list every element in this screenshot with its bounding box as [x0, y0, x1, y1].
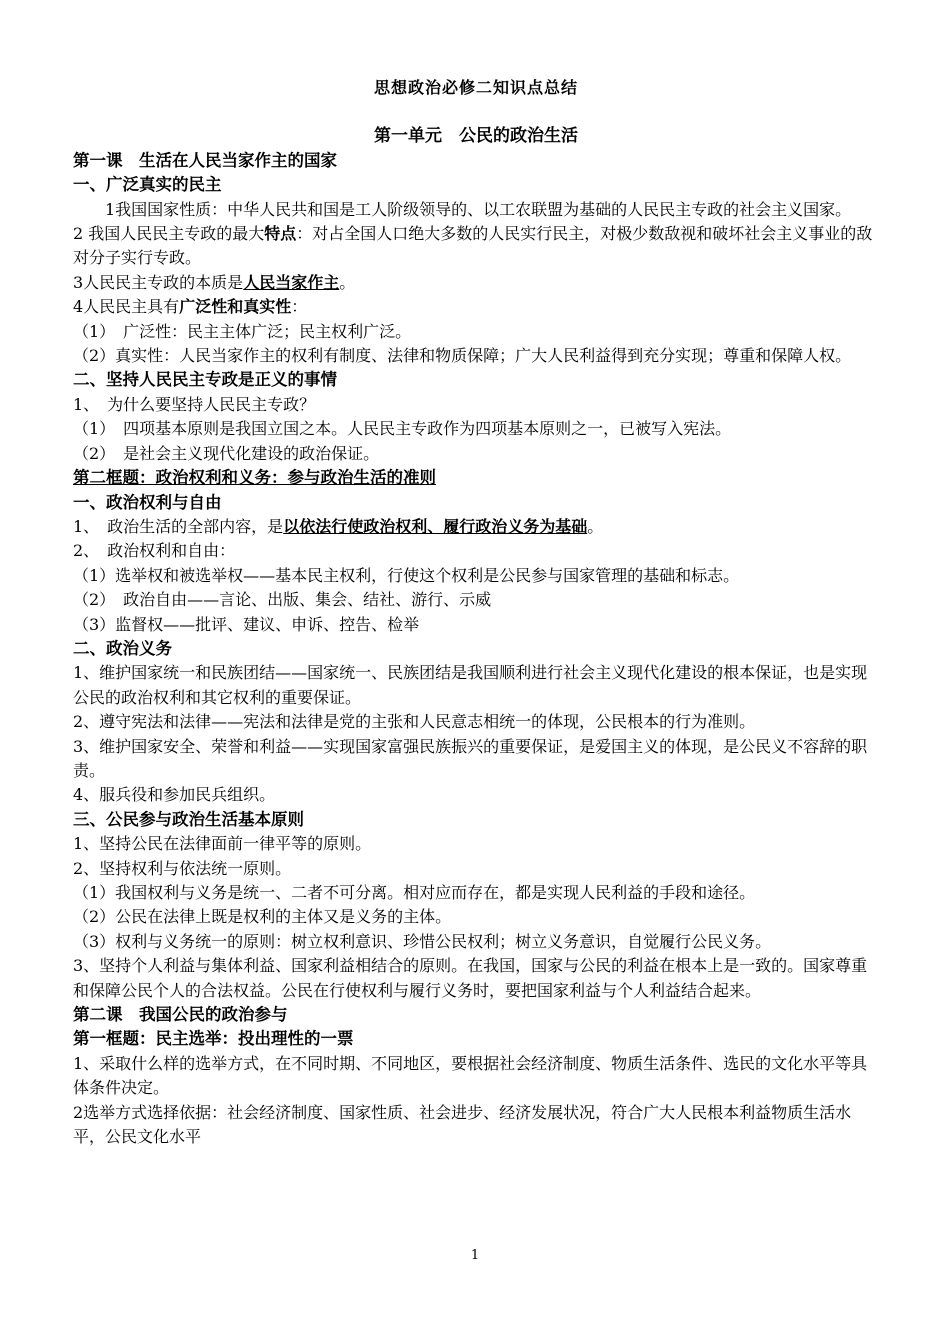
paragraph: 1、维护国家统一和民族团结——国家统一、民族团结是我国顺利进行社会主义现代化建设的根本保证，也是实现公民的政治权利和其它权利的重要保证。	[73, 663, 868, 707]
l2-frame1-heading: 第一框题：民主选举：投出理性的一票	[73, 1029, 354, 1049]
paragraph	[73, 515, 879, 539]
paragraph: 4、服兵役和参加民兵组织。	[73, 785, 276, 805]
text-run: 3人民民主专政的本质是	[73, 272, 244, 292]
underlined-term: 以依法行使政治权利、履行政治义务为基础	[283, 516, 588, 536]
document-title: 思想政治必修二知识点总结	[373, 78, 578, 97]
paragraph: 1、坚持公民在法律面前一律平等的原则。	[73, 834, 372, 854]
paragraph: （2） 是社会主义现代化建设的政治保证。	[73, 443, 380, 463]
text-run: 2 我国人民民主专政的最大	[73, 224, 265, 244]
paragraph	[73, 295, 879, 319]
page-number: 1	[470, 1248, 480, 1263]
f2-s1-heading: 一、政治权利与自由	[73, 492, 222, 512]
frame2-heading: 第二框题：政治权利和义务：参与政治生活的准则	[73, 468, 436, 488]
bold-term: 广泛性和真实性	[179, 297, 292, 317]
paragraph: 2、遵守宪法和法律——宪法和法律是党的主张和人民意志相统一的体现，公民根本的行为准则。	[73, 712, 756, 732]
paragraph	[73, 271, 879, 295]
lesson2-heading: 第二课 我国公民的政治参与	[73, 1005, 288, 1025]
bold-term: 特点	[264, 224, 297, 244]
paragraph: （2）公民在法律上既是权利的主体又是义务的主体。	[73, 907, 452, 927]
document-body	[73, 76, 879, 1149]
f2-s2-heading: 二、政治义务	[73, 638, 172, 658]
text-run: ：	[291, 297, 308, 317]
lesson1-heading: 第一课 生活在人民当家作主的国家	[73, 150, 337, 170]
paragraph: （1） 广泛性：民主主体广泛；民主权利广泛。	[73, 321, 412, 341]
paragraph	[73, 222, 879, 271]
text-run: 。	[339, 272, 356, 292]
text-run: 4人民民主具有	[73, 297, 180, 317]
paragraph: 1我国国家性质：中华人民共和国是工人阶级领导的、以工农联盟为基础的人民民主专政的社会主义国家。	[105, 199, 852, 219]
paragraph: 2、坚持权利与依法统一原则。	[73, 858, 292, 878]
paragraph: （1）选举权和被选举权——基本民主权利，行使这个权利是公民参与国家管理的基础和标志。	[73, 565, 740, 585]
paragraph: （1）我国权利与义务是统一、二者不可分离。相对应而存在，都是实现人民利益的手段和途径。	[73, 883, 756, 902]
paragraph: （2） 政治自由——言论、出版、集会、结社、游行、示威	[73, 590, 492, 610]
f2-s3-heading: 三、公民参与政治生活基本原则	[73, 809, 304, 829]
l1-s1-heading: 一、广泛真实的民主	[73, 175, 222, 195]
paragraph: 1、 为什么要坚持人民民主专政？	[73, 394, 316, 414]
text-run: 1、 政治生活的全部内容，是	[73, 516, 284, 536]
text-run: ：对占全国人口绝大多数的人民实行民主，对极少数敌视和破坏社会主义事业的敌对分子实行专政。	[73, 224, 873, 268]
paragraph: 3、维护国家安全、荣誉和利益——实现国家富强民族振兴的重要保证，是爱国主义的体现，是公民义不容辞的职责。	[73, 736, 868, 780]
paragraph: （1） 四项基本原则是我国立国之本。人民民主专政作为四项基本原则之一，已被写入宪法。	[73, 419, 732, 439]
paragraph: 1、采取什么样的选举方式，在不同时期、不同地区，要根据社会经济制度、物质生活条件、选民的文化水平等具体条件决定。	[73, 1053, 868, 1098]
paragraph: （3）权利与义务统一的原则：树立权利意识、珍惜公民权利；树立义务意识，自觉履行公民义务。	[73, 931, 772, 951]
paragraph: 2、 政治权利和自由：	[73, 541, 236, 561]
underlined-term: 人民当家作主	[243, 272, 340, 292]
l1-s2-heading: 二、坚持人民民主专政是正义的事情	[73, 370, 337, 390]
paragraph: （3）监督权——批评、建议、申诉、控告、检举	[73, 614, 420, 634]
unit-heading: 第一单元 公民的政治生活	[374, 126, 578, 147]
paragraph: 2选举方式选择依据：社会经济制度、国家性质、社会进步、经济发展状况，符合广大人民根本利益物质生活水平，公民文化水平	[73, 1102, 852, 1147]
paragraph: 3、坚持个人利益与集体利益、国家利益相结合的原则。在我国，国家与公民的利益在根本上是一致的。国家尊重和保障公民个人的合法权益。公民在行使权利与履行义务时，要把国家利益与个人利益结合起来。	[73, 956, 868, 1000]
paragraph: （2）真实性：人民当家作主的权利有制度、法律和物质保障；广大人民利益得到充分实现；尊重和保障人权。	[73, 346, 852, 366]
text-run: 。	[587, 516, 604, 536]
